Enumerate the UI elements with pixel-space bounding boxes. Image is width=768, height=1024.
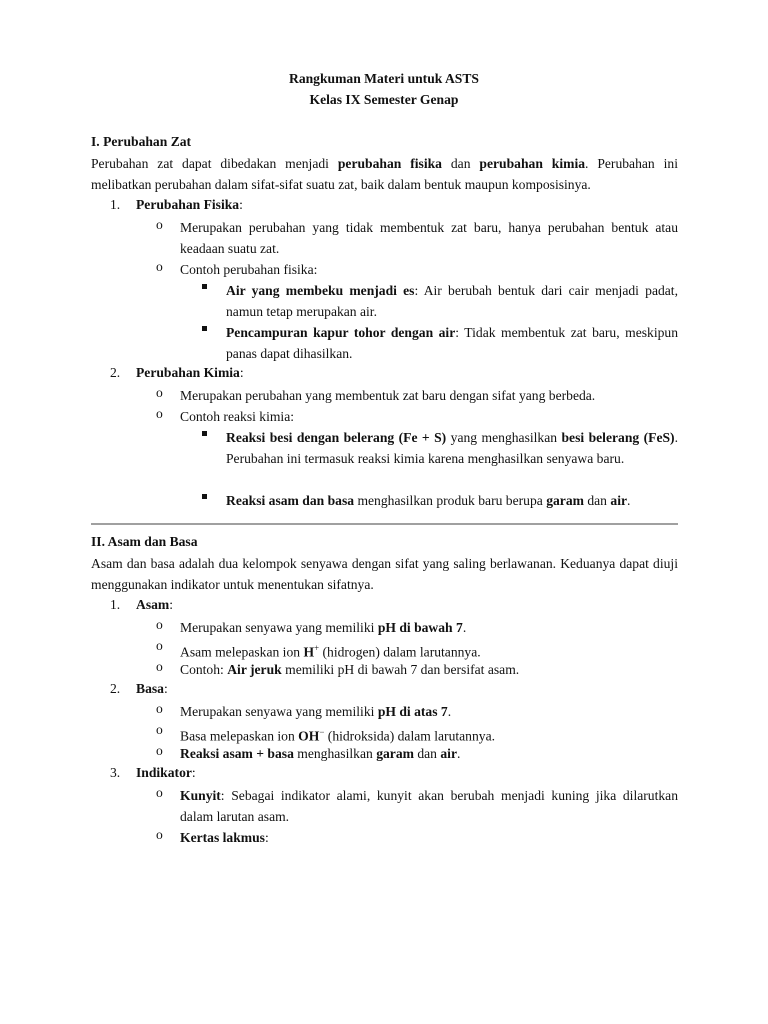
document-page: Rangkuman Materi untuk ASTS Kelas IX Semester Genap I. Perubahan Zat Perubahan zat dapat dibedakan menjadi perubahan fisika dan perubahan kimia. Perubahan ini melibatkan perubahan dalam sifat-sifat suatu zat, baik dalam bentuk maupun komposisinya. 1. Perubahan Fisika: o Merupakan perubahan yang tidak membentuk zat baru, hanya perubahan bentuk atau keadaan suatu zat. o Contoh perubahan fisika: Air yang membeku menjadi es: Air berubah bentuk dari cair menjadi padat, namun tetap merupakan air. Pencampuran kapur tohor dengan air: Tidak membentuk zat baru, meskipun panas dapat dihasilkan. 2. Perubahan Kimia: o Merupakan perubahan yang membentuk zat baru dengan sifat yang berbeda. o Contoh reaksi kimia: Reaksi besi dengan belerang (Fe + S) yang menghasilkan besi belerang (FeS). Perubahan ini termasuk reaksi kimia karena menghasilkan senyawa baru. Reaksi asam dan basa menghasilkan produk baru berupa garam dan air. II. Asam dan Basa Asam dan basa adalah dua kelompok senyawa dengan sifat yang saling berlawanan. Keduanya dapat diuji menggunakan indikator untuk menentukan sifatnya. 1. Asam: o Merupakan senyawa yang memiliki pH di bawah 7. o Asam melepaskan ion H+ (hidrogen) dalam larutannya. o Contoh: Air jeruk memiliki pH di bawah 7 dan bersifat asam. 2. Basa: o Merupakan senyawa yang memiliki pH di atas 7. o Basa melepaskan ion OH− (hidroksida) dalam larutannya. o Reaksi asam + basa menghasilkan garam dan air. 3. Indikator: o Kunyit: Sebagai indikator alami, kunyit akan berubah menjadi kuning jika dilarutkan dalam larutan asam. o Kertas lakmus:: [0, 0, 768, 1024]
square-bullet-icon: [202, 284, 207, 289]
section-2-intro: Asam dan basa adalah dua kelompok senyawa dengan sifat yang saling berlawanan. Keduanya dapat diuji menggunakan indikator untuk menentukan sifatnya.: [91, 556, 678, 592]
list-item-perubahan-kimia: 2. Perubahan Kimia:: [110, 365, 244, 380]
section-2-heading: II. Asam dan Basa: [91, 534, 198, 549]
list-item-basa: 2. Basa:: [110, 681, 168, 696]
document-subtitle: Kelas IX Semester Genap: [309, 92, 459, 107]
document-title: Rangkuman Materi untuk ASTS: [289, 71, 479, 86]
list-item-asam: 1. Asam:: [110, 597, 174, 612]
section-1-heading: I. Perubahan Zat: [91, 134, 192, 149]
list-item-perubahan-fisika: 1. Perubahan Fisika:: [110, 197, 243, 212]
section-1-intro: Perubahan zat dapat dibedakan menjadi perubahan fisika dan perubahan kimia. Perubahan ini melibatkan perubahan dalam sifat-sifat suatu zat, baik dalam bentuk maupun komposisinya.: [91, 156, 678, 192]
section-divider: [91, 523, 678, 525]
list-item-indikator: 3. Indikator:: [110, 765, 196, 780]
square-bullet-icon: [202, 326, 207, 331]
square-bullet-icon: [202, 494, 207, 499]
square-bullet-icon: [202, 431, 207, 436]
